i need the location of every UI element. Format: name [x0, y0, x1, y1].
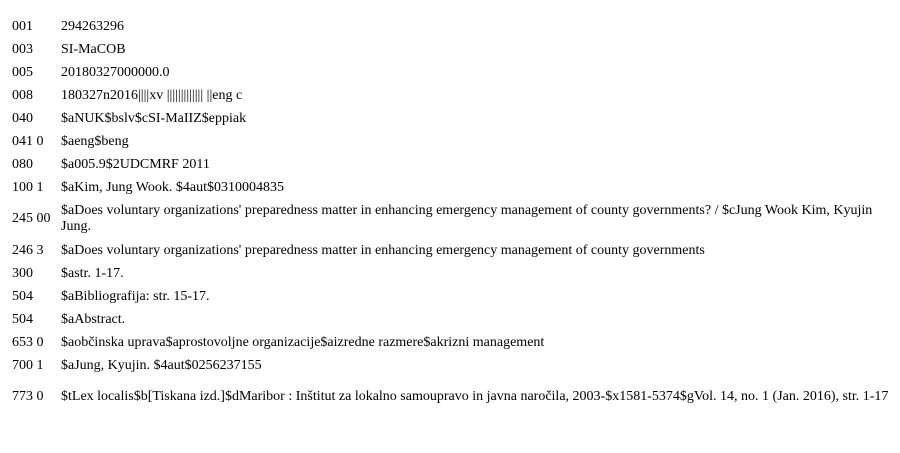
field-value: 294263296 — [61, 18, 124, 34]
field-tag: 773 0 — [12, 389, 44, 404]
field-value: $aobčinska uprava$aprostovoljne organizacije$aizredne razmere$akrizni management — [61, 334, 545, 350]
field-value: $aJung, Kyujin. $4aut$0256237155 — [61, 357, 262, 373]
marc-field-row — [9, 262, 889, 285]
field-tag: 040 — [12, 110, 33, 126]
field-tag: 300 — [12, 265, 33, 281]
field-tag: 504 — [12, 288, 33, 304]
marc-field-row — [9, 239, 889, 262]
marc-record-table — [9, 15, 889, 417]
marc-field-row — [9, 84, 889, 107]
field-value: SI-MaCOB — [61, 41, 126, 57]
field-tag: 100 1 — [12, 179, 44, 195]
field-value: $aDoes voluntary organizations' preparedness matter in enhancing emergency management of county governments — [61, 242, 705, 258]
field-value: $tLex localis$b[Tiskana izd.]$dMaribor : Inštitut za lokalno samoupravo in javna naročila, 2003-$x1581-5374$gVol. 14, no. 1 (Jan. 2016), str. 1-17 — [61, 389, 889, 404]
marc-field-row — [9, 176, 889, 199]
marc-field-row — [9, 199, 889, 239]
field-tag: 003 — [12, 41, 33, 57]
field-tag: 005 — [12, 64, 33, 80]
field-tag: 080 — [12, 156, 33, 172]
marc-field-row — [9, 377, 889, 417]
field-value: $aBibliografija: str. 15-17. — [61, 288, 210, 304]
marc-field-row — [9, 130, 889, 153]
field-value: $astr. 1-17. — [61, 265, 124, 281]
field-tag: 653 0 — [12, 334, 44, 350]
field-tag: 504 — [12, 311, 33, 327]
marc-field-row — [9, 153, 889, 176]
field-value: 20180327000000.0 — [61, 64, 170, 80]
field-tag: 245 00 — [12, 211, 51, 226]
field-value: 180327n2016||||xv ||||||||||||| ||eng c — [61, 87, 243, 103]
field-value: $aDoes voluntary organizations' preparedness matter in enhancing emergency management of county governments? / $cJung Wook Kim, Kyujin Jung. — [61, 203, 873, 234]
marc-field-row — [9, 354, 889, 377]
field-value: $a005.9$2UDCMRF 2011 — [61, 156, 210, 172]
field-tag: 700 1 — [12, 357, 44, 373]
field-tag: 041 0 — [12, 133, 44, 149]
field-tag: 008 — [12, 87, 33, 103]
field-value: $aAbstract. — [61, 311, 126, 327]
field-value: $aeng$beng — [61, 133, 129, 149]
field-tag: 001 — [12, 18, 33, 34]
field-value: $aKim, Jung Wook. $4aut$0310004835 — [61, 179, 284, 195]
marc-field-row — [9, 61, 889, 84]
marc-field-row — [9, 331, 889, 354]
marc-field-row — [9, 308, 889, 331]
field-tag: 246 3 — [12, 242, 44, 258]
field-value: $aNUK$bslv$cSI-MaIIZ$eppiak — [61, 110, 247, 126]
marc-field-row — [9, 285, 889, 308]
marc-field-row — [9, 38, 889, 61]
marc-field-row — [9, 15, 889, 38]
marc-field-row — [9, 107, 889, 130]
